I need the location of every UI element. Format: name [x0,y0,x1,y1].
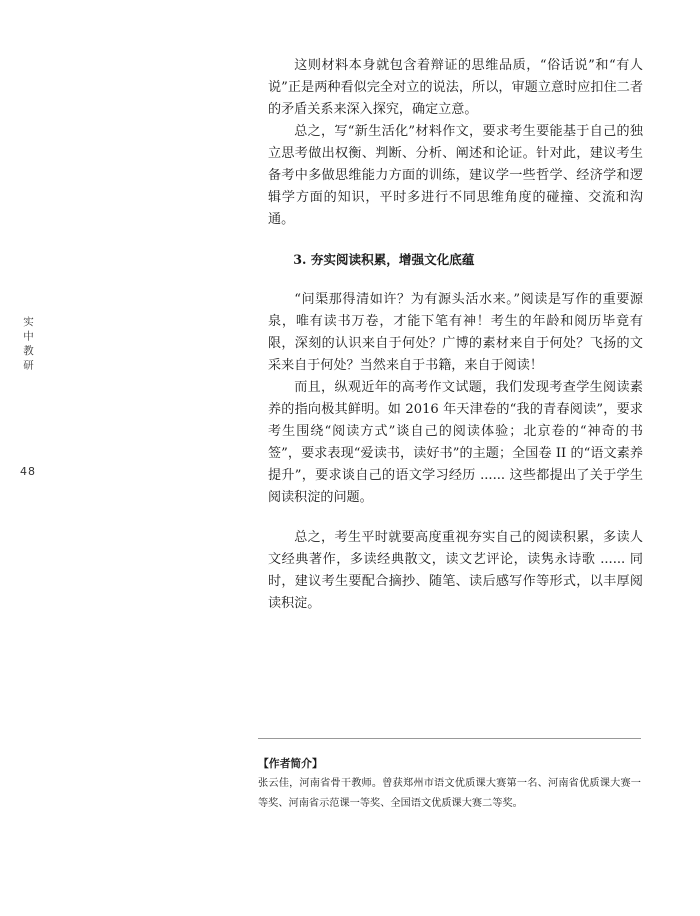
section-heading: 3. 夯实阅读积累，增强文化底蕴 [293,252,475,267]
author-bio: 张云佳，河南省骨干教师。曾获郑州市语文优质课大赛第一名、河南省优质课大赛一等奖、河南省示范课一等奖、全国语文优质课大赛二等奖。 [258,778,641,809]
journal-name-vertical: 实中教研 [22,316,34,374]
page-number: 48 [20,465,36,478]
body-paragraph: “问渠那得清如许？为有源头活水来。”阅读是写作的重要源泉，唯有读书万卷，才能下笔有神！考生的年龄和阅历毕竟有限，深刻的认识来自于何处？广博的素材来自于何处？飞扬的文采来自于何处？当然来自于书籍，来自于阅读！ [268,292,643,373]
author-box-title: 【作者简介】 [258,757,323,770]
article-body [268,55,643,615]
author-divider [258,738,641,739]
body-paragraph: 而且，纵观近年的高考作文试题，我们发现考查学生阅读素养的指向极其鲜明。如 2016 年天津卷的“我的青春阅读”，要求考生围绕“阅读方式”谈自己的阅读体验；北京卷的“神奇的书签”，要求表现“爱读书，读好书”的主题；全国卷 II 的“语文素养提升”，要求谈自己的语文学习经历 ...... 这些都提出了关于学生阅读积淀的问题。 [268,380,643,505]
body-paragraph: 总之，考生平时就要高度重视夯实自己的阅读积累，多读人文经典著作，多读经典散文，读文艺评论，读隽永诗歌 ...... 同时，建议考生要配合摘抄、随笔、读后感写作等形式，以丰厚阅读积淀。 [268,530,643,611]
author-box [258,754,641,814]
body-paragraph: 总之，写“新生活化”材料作文，要求考生要能基于自己的独立思考做出权衡、判断、分析、阐述和论证。针对此，建议考生备考中多做思维能力方面的训练，建议学一些哲学、经济学和逻辑学方面的知识，平时多进行不同思维角度的碰撞、交流和沟通。 [268,124,643,227]
body-paragraph: 这则材料本身就包含着辩证的思维品质，“俗话说”和“有人说”正是两种看似完全对立的说法，所以，审题立意时应扣住二者的矛盾关系来深入探究，确定立意。 [268,58,643,117]
